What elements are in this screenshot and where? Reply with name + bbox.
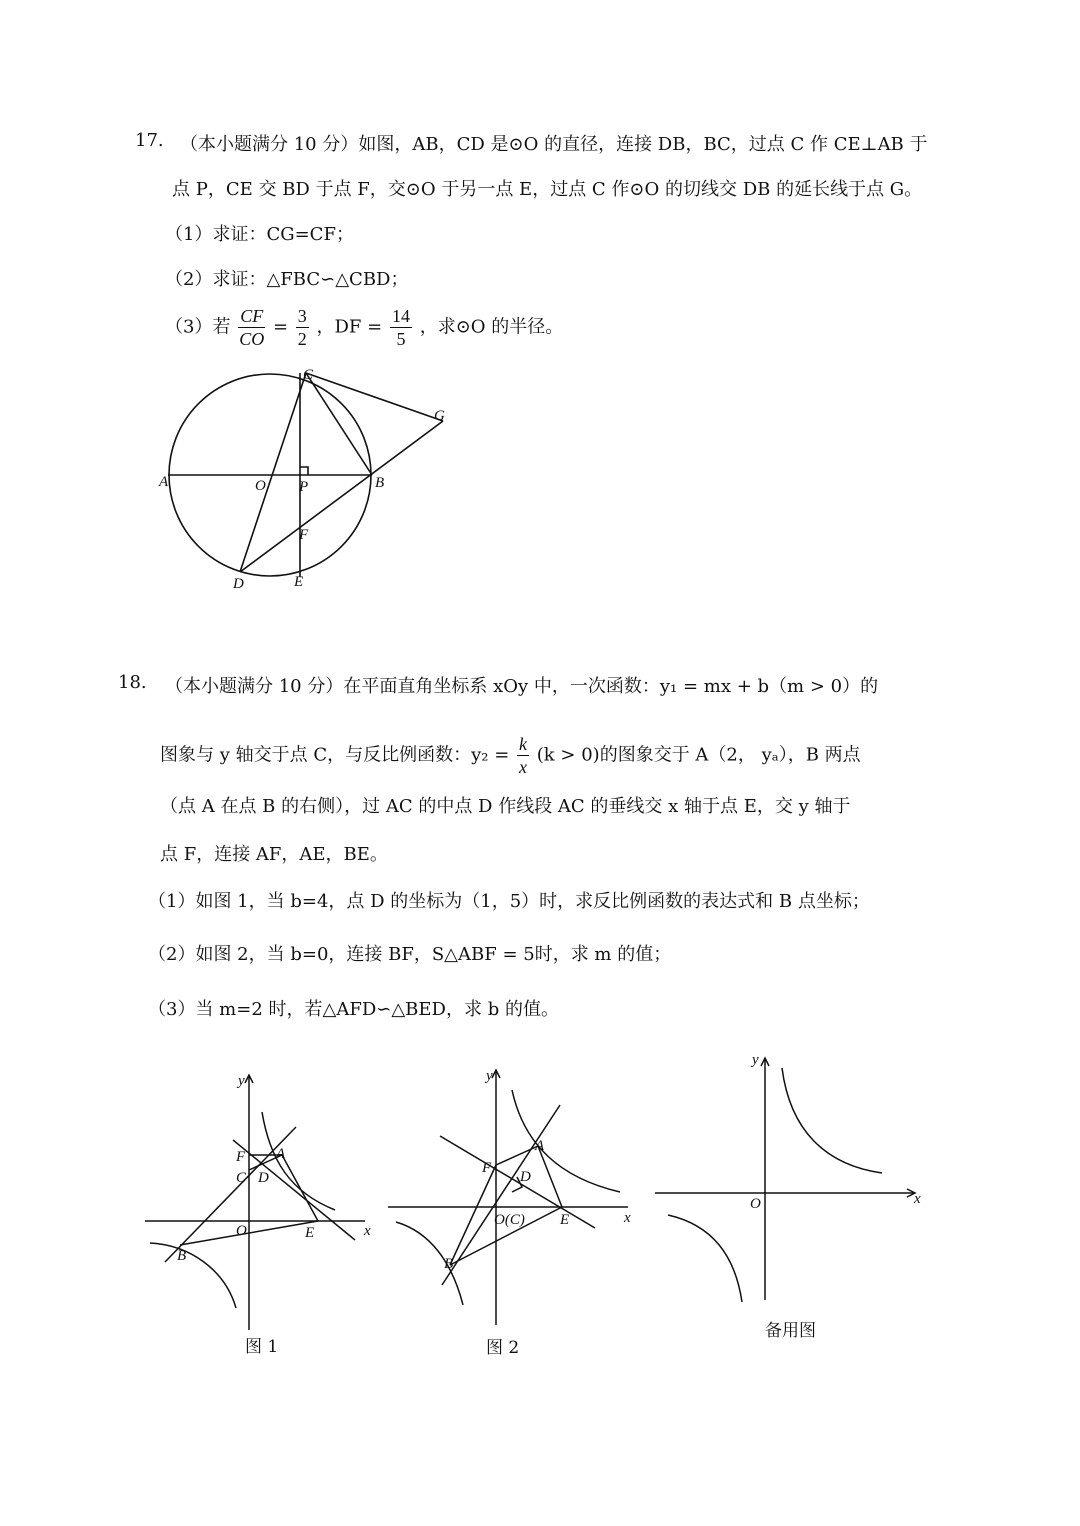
label-f: F xyxy=(299,527,309,543)
fig2-label-oc: O(C) xyxy=(494,1212,525,1228)
q17-line2: 点 P，CE 交 BD 于点 F，交⊙O 于另一点 E，过点 C 作⊙O 的切线交 DB 的延长线于点 G。 xyxy=(172,179,923,200)
label-g: G xyxy=(434,408,445,424)
q17-eq: = xyxy=(272,316,289,338)
fig2-label-a: A xyxy=(535,1138,545,1154)
q18-line3: （点 A 在点 B 的右侧），过 AC 的中点 D 作线段 AC 的垂线交 x 轴于点 E，交 y 轴于 xyxy=(160,796,851,817)
frac-den: 2 xyxy=(297,329,307,349)
q17-line1-rest: AB，CD 是⊙O 的直径，连接 DB，BC，过点 C 作 CE⊥AB 于 xyxy=(412,134,928,155)
frac-den: CO xyxy=(239,329,265,349)
q18-part1: （1）如图 1，当 b=4，点 D 的坐标为（1，5）时，求反比例函数的表达式和 B 点坐标； xyxy=(148,891,870,912)
fig2-label-d: D xyxy=(520,1169,531,1185)
q18-part2: （2）如图 2，当 b=0，连接 BF，S△ABF = 5时，求 m 的值； xyxy=(148,944,672,965)
q18-line1: （本小题满分 10 分）在平面直角坐标系 xOy 中，一次函数：y₁ = mx + b（m > 0）的 xyxy=(165,676,879,697)
fig2-label-e: E xyxy=(560,1212,570,1228)
q17-part1: （1）求证：CG=CF； xyxy=(165,224,354,245)
q17-line1-prefix: （本小题满分 10 分）如图， xyxy=(180,134,413,155)
label-d: D xyxy=(233,576,244,592)
q18-line4: 点 F，连接 AF，AE，BE。 xyxy=(160,844,388,865)
fig1-label-y: y xyxy=(238,1073,245,1089)
fig2-caption: 图 2 xyxy=(486,1338,520,1358)
fig1-label-d: D xyxy=(258,1170,269,1186)
fig3-label-y: y xyxy=(752,1052,759,1068)
fig1-label-e: E xyxy=(305,1225,315,1241)
q17-part3-suffix: ，求⊙O 的半径。 xyxy=(419,316,564,338)
label-a: A xyxy=(159,474,169,490)
q18-line2-prefix: 图象与 y 轴交于点 C，与反比例函数：y₂ = xyxy=(160,744,510,766)
frac-num: 14 xyxy=(391,306,410,326)
fig2-label-f: F xyxy=(482,1160,492,1176)
fig1-label-o: O xyxy=(236,1223,247,1239)
label-e: E xyxy=(294,574,304,590)
q17-number: 17. xyxy=(135,130,164,151)
frac-den: 5 xyxy=(396,329,406,349)
q18-line2-suffix: (k > 0)的图象交于 A（2， yₐ），B 两点 xyxy=(536,744,861,766)
label-o: O xyxy=(255,478,266,494)
q17-part3-prefix: （3）若 xyxy=(165,316,231,338)
frac-num: 3 xyxy=(297,306,307,326)
fig1-caption: 图 1 xyxy=(245,1337,279,1357)
label-b: B xyxy=(375,475,385,491)
q18-part3: （3）当 m=2 时，若△AFD∽△BED，求 b 的值。 xyxy=(148,999,559,1020)
frac-num: CF xyxy=(240,306,264,326)
label-p: P xyxy=(299,479,309,495)
q17-part2: （2）求证：△FBC∽△CBD； xyxy=(165,269,409,290)
q18-number: 18. xyxy=(118,672,147,693)
label-c: C xyxy=(303,367,314,383)
frac-den: x xyxy=(519,757,528,777)
fig1-label-x: x xyxy=(364,1223,371,1239)
hyperbola-left xyxy=(668,1215,742,1302)
frac-num: k xyxy=(519,734,528,754)
q17-part3-mid: ，DF = xyxy=(316,316,383,338)
fig2-label-y: y xyxy=(486,1068,493,1084)
fig2-label-b: B xyxy=(444,1256,454,1272)
fig1-label-f: F xyxy=(236,1149,246,1165)
fig1-label-c: C xyxy=(236,1170,247,1186)
fig1-label-a: A xyxy=(276,1146,286,1162)
fig3-label-x: x xyxy=(914,1191,921,1207)
fig1-label-b: B xyxy=(177,1248,187,1264)
hyperbola-right xyxy=(782,1068,882,1173)
fig3-caption: 备用图 xyxy=(765,1321,816,1341)
fig3-label-o: O xyxy=(750,1196,761,1212)
fig2-label-x: x xyxy=(624,1210,631,1226)
